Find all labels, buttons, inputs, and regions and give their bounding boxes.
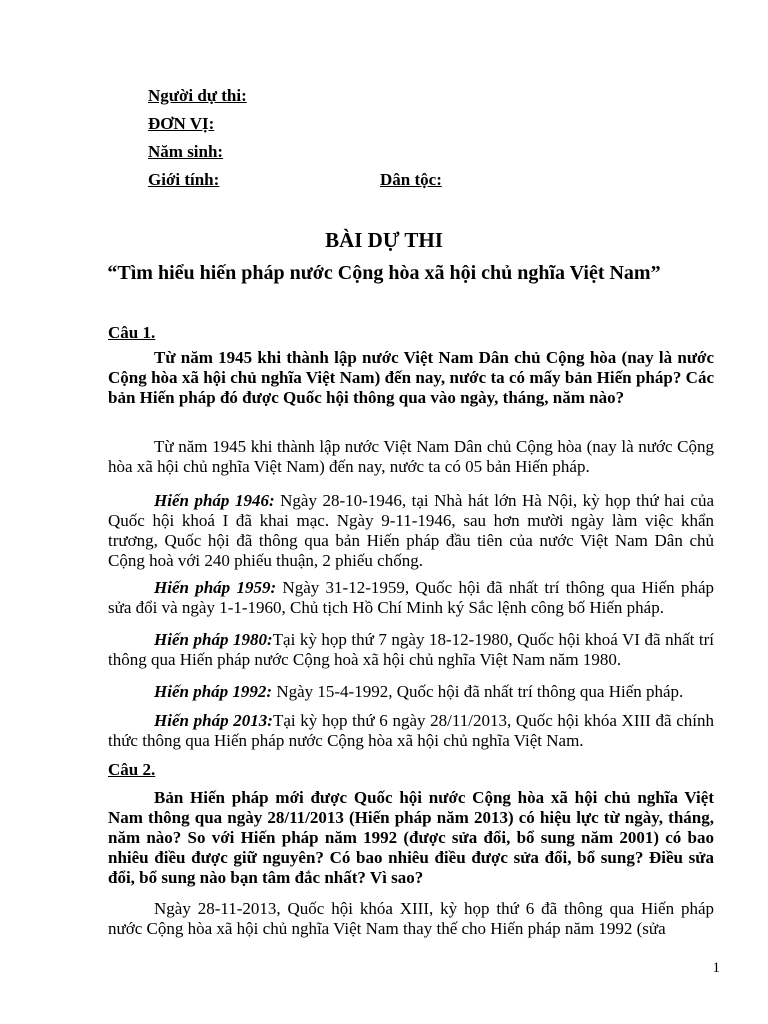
hien-phap-1992-text: Ngày 15-4-1992, Quốc hội đã nhất trí thông qua Hiến pháp. (272, 682, 684, 701)
hien-phap-2013-label: Hiến pháp 2013: (154, 711, 273, 730)
hien-phap-1946-label: Hiến pháp 1946: (154, 491, 275, 510)
cau-2-heading: Câu 2. (108, 760, 156, 779)
cau-1-question: Từ năm 1945 khi thành lập nước Việt Nam Dân chủ Cộng hòa (nay là nước Cộng hòa xã hội chủ nghĩa Việt Nam) đến nay, nước ta có mấy bản Hiến pháp? Các bản Hiến pháp đó được Quốc hội thông qua vào ngày, tháng, năm nào? (108, 348, 714, 407)
gioi-tinh-label: Giới tính: (148, 170, 220, 189)
cau-1-heading: Câu 1. (108, 323, 156, 342)
hien-phap-2013-text: Tại kỳ họp thứ 6 ngày 28/11/2013, Quốc hội khóa XIII đã chính thức thông qua Hiến pháp nước Cộng hòa xã hội chủ nghĩa Việt Nam. (108, 711, 714, 750)
cau-1-answer-intro: Từ năm 1945 khi thành lập nước Việt Nam Dân chủ Cộng hòa (nay là nước Cộng hòa xã hội chủ nghĩa Việt Nam) đến nay, nước ta có 05 bản Hiến pháp. (108, 437, 714, 476)
page-number: 1 (712, 960, 720, 976)
hien-phap-1959-paragraph (108, 578, 714, 618)
hien-phap-1980-text: Tại kỳ họp thứ 7 ngày 18-12-1980, Quốc hội khoá VI đã nhất trí thông qua Hiến pháp nước Cộng hoà xã hội chủ nghĩa Việt Nam năm 1980. (108, 630, 714, 669)
hien-phap-1946-text: Ngày 28-10-1946, tại Nhà hát lớn Hà Nội, kỳ họp thứ hai của Quốc hội khoá I đã khai mạc. Ngày 9-11-1946, sau hơn mười ngày làm việc khẩn trương, Quốc hội đã thông qua bản Hiến pháp đầu tiên của nước Việt Nam Dân chủ Cộng hoà với 240 phiếu thuận, 2 phiếu chống. (108, 491, 715, 570)
dan-toc-label: Dân tộc: (380, 170, 442, 189)
cau-2-question: Bản Hiến pháp mới được Quốc hội nước Cộng hòa xã hội chủ nghĩa Việt Nam thông qua ngày 28/11/2013 (Hiến pháp năm 2013) có hiệu lực từ ngày, tháng, năm nào? So với Hiến pháp năm 1992 (được sửa đổi, bổ sung năm 2001) có bao nhiêu điều được giữ nguyên? Có bao nhiêu điều được sửa đổi, bổ sung? Điều sửa đổi, bổ sung nào bạn tâm đắc nhất? Vì sao? (108, 788, 714, 887)
hien-phap-1946-paragraph (108, 491, 714, 571)
hien-phap-1980-label: Hiến pháp 1980: (154, 630, 273, 649)
nam-sinh-label: Năm sinh: (148, 142, 224, 161)
document-subtitle: “Tìm hiểu hiến pháp nước Cộng hòa xã hội chủ nghĩa Việt Nam” (107, 262, 661, 284)
don-vi-label: ĐƠN VỊ: (148, 114, 215, 133)
hien-phap-1992-label: Hiến pháp 1992: (154, 682, 273, 701)
document-title: BÀI DỰ THI (325, 228, 443, 252)
hien-phap-1959-label: Hiến pháp 1959: (154, 578, 277, 597)
cau-2-answer: Ngày 28-11-2013, Quốc hội khóa XIII, kỳ họp thứ 6 đã thông qua Hiến pháp nước Cộng hòa xã hội chủ nghĩa Việt Nam thay thế cho Hiến pháp năm 1992 (sửa (108, 899, 714, 938)
nguoi-du-thi-label: Người dự thi: (148, 86, 247, 105)
hien-phap-1992-paragraph (108, 682, 714, 702)
hien-phap-1959-text: Ngày 31-12-1959, Quốc hội đã nhất trí thông qua Hiến pháp sửa đổi và ngày 1-1-1960, Chủ tịch Hồ Chí Minh ký Sắc lệnh công bố Hiến pháp. (108, 578, 714, 617)
hien-phap-1980-paragraph (108, 630, 714, 670)
hien-phap-2013-paragraph (108, 711, 714, 751)
